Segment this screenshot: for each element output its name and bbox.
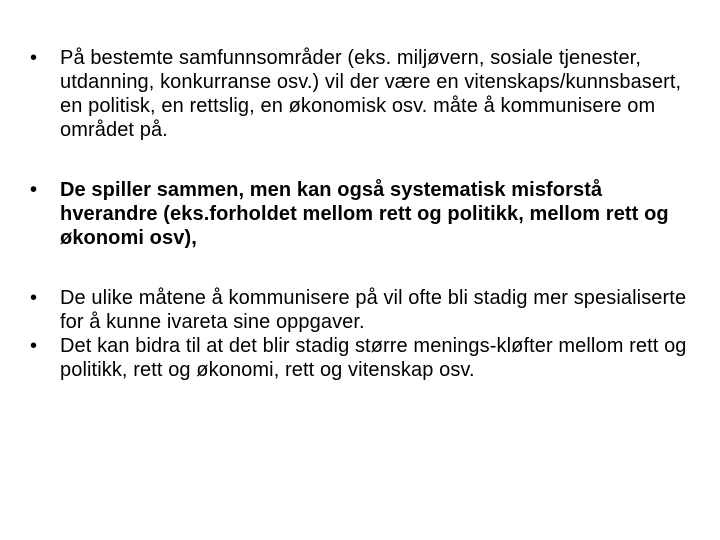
bullet-marker: •: [30, 47, 38, 69]
bullet-item-4: [30, 334, 700, 382]
bullet-text-3: De ulike måtene å kommunisere på vil ofte bli stadig mer spesialiserte for å kunne ivareta sine oppgaver.: [60, 287, 687, 333]
bullet-text-1: På bestemte samfunnsområder (eks. miljøvern, sosiale tjenester, utdanning, konkurranse osv.) vil der være en vitenskaps/kunnsbasert, en politisk, en rettslig, en økonomisk osv. måte å kommunisere om området på.: [60, 47, 682, 141]
bullet-item-2: [30, 178, 700, 250]
bullet-item-1: [30, 46, 700, 142]
bullet-list: [30, 46, 700, 382]
bullet-marker: •: [30, 287, 38, 309]
bullet-text-2: De spiller sammen, men kan også systematisk misforstå hverandre (eks.forholdet mellom rett og politikk, mellom rett og økonomi osv),: [60, 179, 669, 249]
bullet-text-4: Det kan bidra til at det blir stadig større menings-kløfter mellom rett og politikk, rett og økonomi, rett og vitenskap osv.: [60, 335, 687, 381]
bullet-marker: •: [30, 335, 38, 357]
bullet-item-3: [30, 286, 700, 334]
bullet-marker: •: [30, 179, 38, 201]
